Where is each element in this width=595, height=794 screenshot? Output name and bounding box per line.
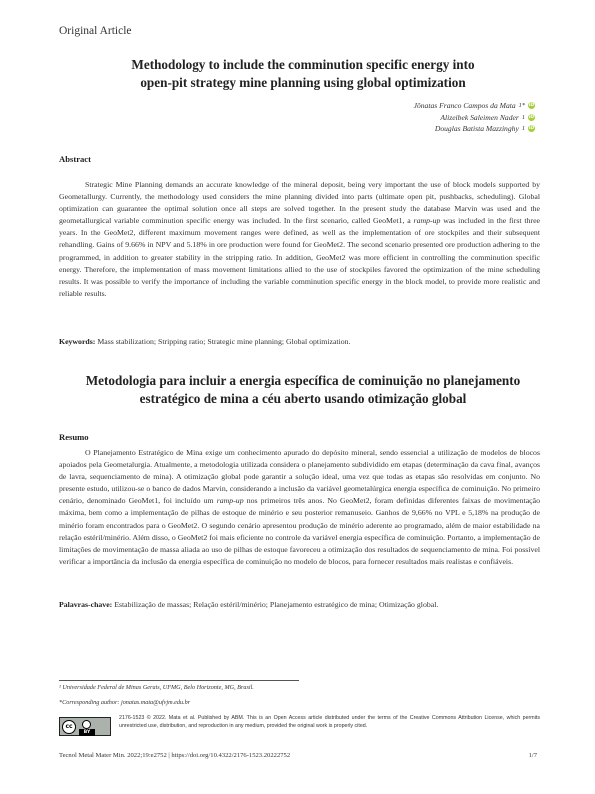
license-text: 2176-1523 © 2022. Mata et al. Published by ABM. This is an Open Access article distributed under the terms of the Creative Commons Attribution License, which permits unrestricted use, distribution, and reproduction in any medium, provided the original work is properly cited. [119,715,540,729]
corresponding-author-footnote[interactable]: *Corresponding author: jonatas.mata@ufvjm.edu.br [59,699,191,706]
article-title-pt [59,372,547,408]
orcid-icon[interactable]: iD [528,103,535,108]
author-affiliation-mark: 1 [521,125,525,132]
author-name: Douglas Batista Mazzinghy [434,124,519,133]
author-row [414,100,535,112]
ramp-up-term: ramp-up [413,216,441,226]
footer-citation[interactable]: Tecnol Metal Mater Min. 2022;19:e2752 | https://doi.org/10.4322/2176-1523.20222752 [59,752,291,759]
license-block [59,715,540,747]
footnote-divider [59,680,299,681]
resumo-heading: Resumo [59,432,89,442]
abstract-paragraph [59,179,540,300]
palavras-chave-label: Palavras-chave: [59,600,113,609]
title-pt-line-1: Metodologia para incluir a energia específica de cominuição no planejamento [85,373,521,388]
cc-by-license-badge[interactable] [59,717,111,736]
keywords-line [59,336,540,348]
article-title-en [59,56,547,92]
author-affiliation-mark: 1* [518,102,525,109]
resumo-text-part: O Planejamento Estratégico de Mina exige um conhecimento apurado do depósito mineral, sendo essencial a utilização de modelos de blocos apoiados pela Geometalurgia. Atualmente, a metodologia utilizada considera o planejamento subdividido em etapas (determinação da cava final, avanços de lavra, sequenciamento de mina). A otimização global pode garantir a solução ideal, uma vez que todas as etapas são resolvidas em conjunto. No presente estudo, utilizou-se o banco de dados Marvin, considerando a inclusão da variável geometalúrgica energia específica de cominuição. No primeiro cenário, denominado GeoMet1, foi incluído um [59,448,540,506]
resumo-text-part: nos primeiros três anos. No GeoMet2, foram definidas diferentes faixas de movimentação máxima, bem como a implementação de pilhas de estoque de minério e seu posterior remanuseio. Ganhos de 9,66% no VPL e 5,18% na produção de minério foram encontrados para o GeoMet2. O segundo cenário apresentou produção de minério aderente ao programado, além de maior estabilidade na relação estéril/minério. Além disso, o GeoMet2 foi mais eficiente no controle da variável energia específica de cominuição. Portanto, a implementação de limitações de movimentação de massa aliada ao uso de pilhas de estoque favoreceu a otimização dos resultados de sequenciamento de mina. Foi possível verificar a importância da inclusão da energia específica de cominuição no modelo de blocos, para fornecer resultados mais realistas e confiáveis. [59,496,540,566]
article-type-label: Original Article [59,25,132,37]
abstract-body [59,179,540,300]
creative-commons-icon: cc [62,720,76,734]
author-row [414,123,535,135]
author-name: Jônatas Franco Campos da Mata [413,101,516,110]
author-name: Alizeibek Saleimen Nader [440,112,519,122]
by-label: BY [79,729,95,736]
title-en-line-2: open-pit strategy mine planning using global optimization [140,75,466,90]
resumo-body [59,447,540,568]
abstract-heading: Abstract [59,154,91,164]
abstract-text-part: Strategic Mine Planning demands an accurate knowledge of the mineral deposit, being very important the use of block models supported by Geometallurgy. Currently, the methodology used considers the mine planning divided into parts (ultimate open pit, pushbacks, scheduling). Global optimization can guarantee the optimal solution once all steps are solved together. In the present study the database Marvin was used and the geometallurgical variable comminution specific energy was included. In the first scenario, called GeoMet1, a [59,180,540,226]
title-pt-line-2: estratégico de mina a céu aberto usando otimização global [139,391,467,406]
page-number: 1/7 [528,752,537,759]
affiliation-footnote: ¹ Universidade Federal de Minas Gerais, UFMG, Belo Horizonte, MG, Brasil. [59,684,254,691]
attribution-person-icon [82,720,91,729]
title-en-line-1: Methodology to include the comminution specific energy into [131,57,475,72]
author-affiliation-mark: 1 [521,113,525,121]
keywords-text: Mass stabilization; Stripping ratio; Strategic mine planning; Global optimization. [97,337,351,346]
abstract-text-part: was included in the first three years. In the GeoMet2, different maximum movement ranges were defined, as well as the implementation of ore stockpiles and their subsequent rehandling. Gains of 9.66% in NPV and 5.18% in ore production were found for GeoMet2. The second scenario presented ore production adhering to the programmed, in addition to greater stability in the stripping ratio. In addition, GeoMet2 was more efficient in controlling the comminution specific energy. Therefore, the implementation of mass movement limitations allied to the use of stockpiles favored the optimization of the mine scheduling results. It was possible to verify the importance of including the variable comminution specific energy in the block model, to provide more realistic and reliable results. [59,216,540,298]
author-row [414,112,535,124]
palavras-chave-line [59,599,540,611]
ramp-up-term: ramp-up [216,496,244,506]
orcid-icon[interactable]: iD [528,126,535,131]
palavras-chave-text: Estabilização de massas; Relação estéril/minério; Planejamento estratégico de mina; Otimização global. [114,600,439,609]
author-list [414,100,535,135]
resumo-paragraph [59,447,540,568]
keywords-label: Keywords: [59,337,96,346]
orcid-icon[interactable]: iD [528,114,535,120]
